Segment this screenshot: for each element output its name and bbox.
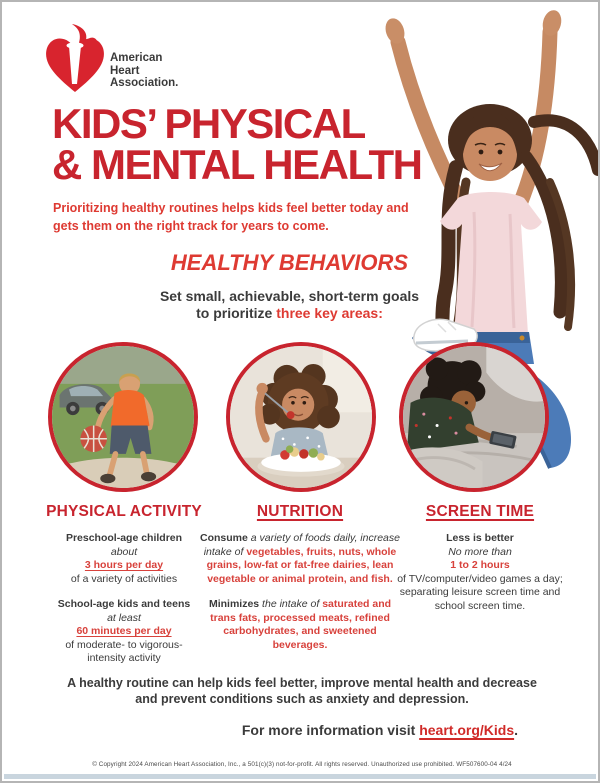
- text-italic: about: [110, 545, 138, 558]
- logo-wordmark: [110, 52, 178, 90]
- text-bold: School-age kids and teens: [57, 598, 191, 610]
- photo-physical-activity: [48, 342, 198, 492]
- closing-statement-line2: and prevent conditions such as anxiety and depression.: [135, 692, 469, 706]
- paragraph: [394, 532, 566, 613]
- column-heading-physical-activity: PHYSICAL ACTIVITY: [46, 503, 202, 520]
- text-italic: the intake of: [259, 598, 323, 610]
- page-title-line2: & MENTAL HEALTH: [52, 141, 422, 188]
- goals-line1: Set small, achievable, short-term goals: [159, 288, 420, 304]
- page-subtitle-line2: gets them on the right track for years to come.: [53, 219, 329, 233]
- column-screen-time: [394, 503, 566, 625]
- text-plain: intensity activity: [87, 652, 161, 664]
- more-info-text: [242, 722, 518, 738]
- page-subtitle-line1: Prioritizing healthy routines helps kids feel better today and: [53, 201, 409, 215]
- paragraph: [30, 532, 218, 586]
- text-red-underline: 3 hours per day: [84, 559, 164, 571]
- girl-eating-fruit-illustration: [230, 346, 372, 488]
- text-plain: of moderate- to vigorous-: [65, 638, 183, 651]
- column-physical-activity: [30, 503, 218, 678]
- text-italic: at least: [107, 611, 141, 624]
- text-bold: Less is better: [446, 532, 514, 544]
- boy-with-phone-illustration: [403, 346, 545, 488]
- text-bold: Preschool-age children: [65, 532, 183, 544]
- page-title-line1: KIDS’ PHYSICAL: [52, 100, 365, 147]
- text-red-underline: 60 minutes per day: [76, 625, 172, 637]
- column-heading-screen-time: SCREEN TIME: [425, 503, 535, 520]
- text-bold: Consume: [200, 532, 248, 544]
- photo-screen-time: [399, 342, 549, 492]
- logo-word-1: American: [110, 52, 163, 64]
- column-nutrition: [200, 503, 400, 664]
- logo-word-3: Association.: [110, 77, 179, 89]
- section-heading-healthy-behaviors: HEALTHY BEHAVIORS: [170, 250, 409, 275]
- text-plain: of TV/computer/video games a day; separating leisure screen time and school screen time.: [397, 572, 563, 612]
- goals-line2: [17, 305, 562, 322]
- text-red: 1 to 2 hours: [450, 559, 510, 571]
- text-red: vegetables, fruits, nuts, whole grains, low-fat or fat-free dairies, lean vegetable or animal protein, and fish.: [206, 545, 397, 585]
- page-subtitle: [53, 199, 483, 235]
- column-heading-nutrition: NUTRITION: [256, 503, 344, 520]
- goals-line2-highlight: three key areas:: [276, 304, 383, 321]
- paragraph: [200, 532, 400, 586]
- photo-nutrition: [226, 342, 376, 492]
- aha-heart-torch-logo-icon: [44, 24, 106, 94]
- more-info-prefix: For more information visit: [241, 722, 420, 738]
- text-red: saturated and trans fats, processed meats, refined carbohydrates, and sweetened beverages.: [210, 598, 392, 651]
- text-plain: of a variety of activities: [70, 572, 178, 585]
- logo-word-2: Heart: [110, 64, 140, 77]
- text-bold: Minimizes: [208, 598, 260, 610]
- bottom-strip: [4, 774, 596, 779]
- page-title: [52, 100, 422, 188]
- goals-text: [17, 288, 562, 321]
- goals-line2-prefix: to prioritize: [196, 304, 277, 321]
- text-italic: a variety of foods daily, increase intake of: [203, 532, 400, 558]
- paragraph: [30, 598, 218, 666]
- closing-statement-line1: A healthy routine can help kids feel better, improve mental health and decrease: [67, 676, 537, 690]
- basketball-boy-illustration: [52, 346, 194, 488]
- paragraph: [200, 598, 400, 652]
- heart-org-kids-link[interactable]: heart.org/Kids: [419, 722, 515, 738]
- closing-statement: [2, 675, 600, 707]
- column-body-screen-time: [394, 532, 566, 613]
- copyright-line: © Copyright 2024 American Heart Association, Inc., a 501(c)(3) not-for-profit. All rights reserved. Unauthorized use prohibited. WF507600-04 4/24: [92, 761, 512, 768]
- more-info-suffix: .: [514, 722, 518, 738]
- column-body-nutrition: [200, 532, 400, 652]
- text-italic: No more than: [448, 545, 512, 558]
- column-body-physical-activity: [30, 532, 218, 666]
